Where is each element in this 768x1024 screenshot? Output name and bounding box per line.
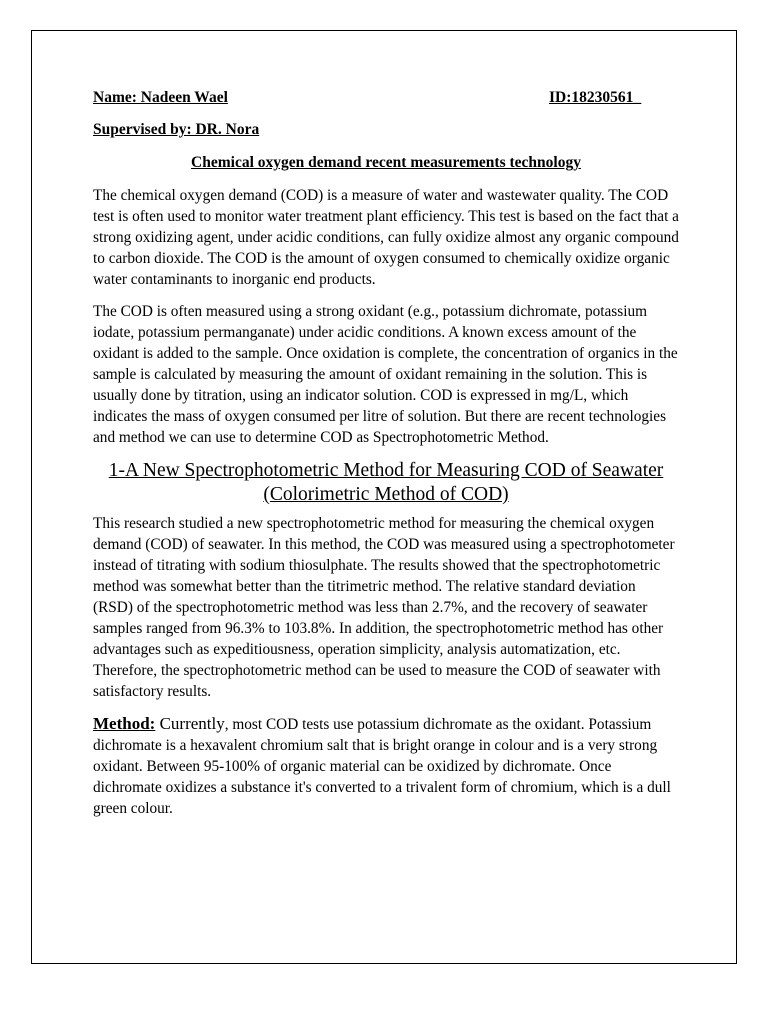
method-lead: Currently	[155, 714, 225, 733]
student-name: Name: Nadeen Wael	[93, 89, 228, 106]
document-body	[93, 88, 679, 830]
section-heading: 1-A New Spectrophotometric Method for Measuring COD of Seawater (Colorimetric Method of COD)	[108, 460, 664, 505]
method-label: Method:	[93, 714, 156, 733]
supervisor-line: Supervised by: DR. Nora	[93, 121, 260, 138]
method-body: , most COD tests use potassium dichromate as the oxidant. Potassium dichromate is a hexavalent chromium salt that is bright orange in colour and is a very strong oxidant. Between 95-100% of organic material can be oxidized by dichromate. Once dichromate oxidizes a substance it's converted to a trivalent form of chromium, which is a dull green colour.	[93, 716, 671, 817]
page-title: Chemical oxygen demand recent measurements technology	[191, 154, 581, 171]
method-paragraph	[93, 713, 679, 819]
intro-paragraph: The chemical oxygen demand (COD) is a measure of water and wastewater quality. The COD test is often used to monitor water treatment plant efficiency. This test is based on the fact that a strong oxidizing agent, under acidic conditions, can fully oxidize almost any organic compound to carbon dioxide. The COD is the amount of oxygen consumed to chemically oxidize organic water contaminants to inorganic end products.	[93, 187, 679, 288]
header-row	[93, 88, 679, 108]
section-paragraph: This research studied a new spectrophotometric method for measuring the chemical oxygen demand (COD) of seawater. In this method, the COD was measured using a spectrophotometer instead of titrating with sodium thiosulphate. The results showed that the spectrophotometric method was somewhat better than the titrimetric method. The relative standard deviation (RSD) of the spectrophotometric method was less than 2.7%, and the recovery of seawater samples ranged from 96.3% to 103.8%. In addition, the spectrophotometric method has other advantages such as expeditiousness, operation simplicity, analysis automatization, etc. Therefore, the spectrophotometric method can be used to measure the COD of seawater with satisfactory results.	[93, 515, 675, 700]
measurement-paragraph: The COD is often measured using a strong oxidant (e.g., potassium dichromate, potassium iodate, potassium permanganate) under acidic conditions. A known excess amount of the oxidant is added to the sample. Once oxidation is complete, the concentration of organics in the sample is calculated by measuring the amount of oxidant remaining in the solution. This is usually done by titration, using an indicator solution. COD is expressed in mg/L, which indicates the mass of oxygen consumed per litre of solution. But there are recent technologies and method we can use to determine COD as Spectrophotometric Method.	[93, 303, 678, 446]
student-id: ID:18230561_	[549, 89, 642, 106]
